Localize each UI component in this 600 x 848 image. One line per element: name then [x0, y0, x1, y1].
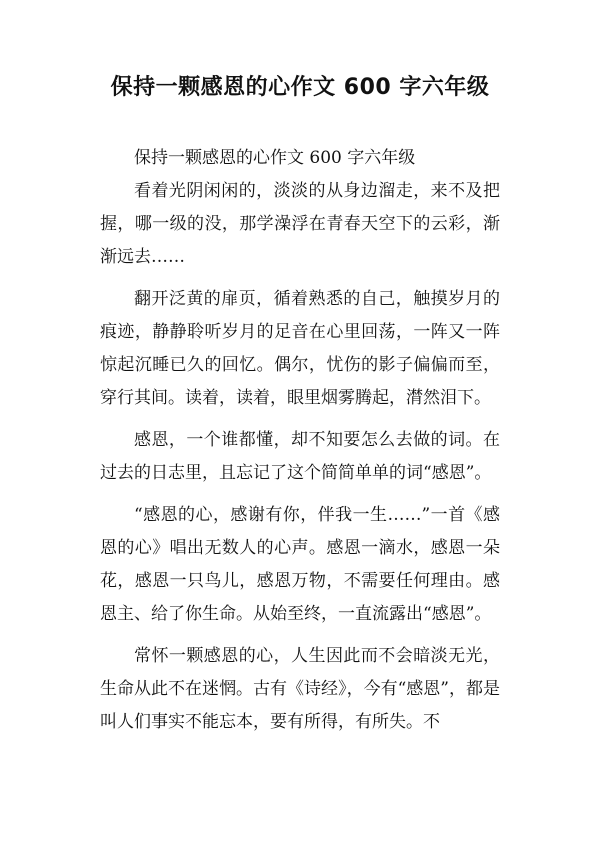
paragraph-3: 感恩，一个谁都懂，却不知要怎么去做的词。在过去的日志里，且忘记了这个简简单单的词“感恩”。	[100, 430, 500, 483]
paragraph-1: 看着光阴闲闲的，淡淡的从身边溜走，来不及把握，哪一级的没，那学澡浮在青春天空下的云彩，渐渐远去……	[100, 181, 500, 267]
paragraph-4: “感恩的心，感谢有你，伴我一生……”一首《感恩的心》唱出无数人的心声。感恩一滴水，感恩一朵花，感恩一只鸟儿，感恩万物，不需要任何理由。感恩主、给了你生命。从始至终，一直流露出“感恩”。	[100, 505, 500, 624]
paragraph-5: 常怀一颗感恩的心，人生因此而不会暗淡无光，生命从此不在迷惘。古有《诗经》，今有“感恩”，都是叫人们事实不能忘本，要有所得，有所失。不	[100, 646, 500, 732]
document-body	[100, 142, 500, 748]
document-subtitle: 保持一颗感恩的心作文 600 字六年级	[134, 148, 416, 168]
document-title: 保持一颗感恩的心作文 600 字六年级	[110, 75, 490, 100]
paragraph-2: 翻开泛黄的扉页，循着熟悉的自己，触摸岁月的痕迹，静静聆听岁月的足音在心里回荡，一阵又一阵惊起沉睡已久的回忆。偶尔，忧伤的影子偏偏而至，穿行其间。读着，读着，眼里烟雾腾起，潸然泪下。	[100, 289, 500, 408]
